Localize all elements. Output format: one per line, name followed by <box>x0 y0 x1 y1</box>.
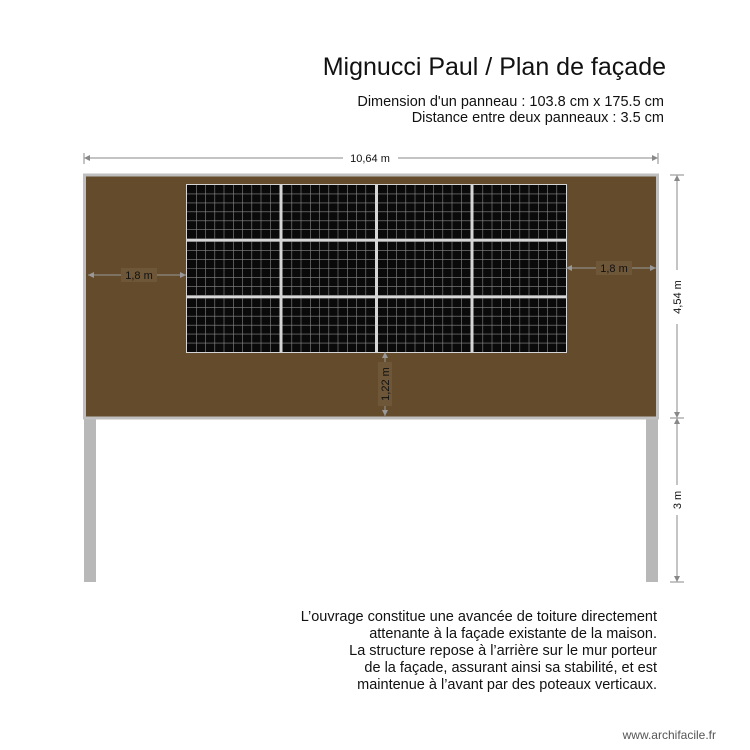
bottom-margin-label: 1,22 m <box>380 367 392 401</box>
solar-panel-array <box>186 184 567 353</box>
right-margin-label: 1,8 m <box>600 263 628 275</box>
solar-panel <box>378 185 471 239</box>
solar-panel <box>474 242 567 296</box>
right-post <box>646 418 658 582</box>
description-line: L’ouvrage constitue une avancée de toiture directement <box>300 609 657 625</box>
solar-panel <box>187 185 280 239</box>
description-line: maintenue à l’avant par des poteaux verticaux. <box>357 677 657 693</box>
solar-panel <box>283 185 376 239</box>
roof-height-label: 4,54 m <box>672 280 684 314</box>
panel-spacing-note: Distance entre deux panneaux : 3.5 cm <box>411 110 664 126</box>
solar-panel <box>187 298 280 352</box>
left-post <box>84 418 96 582</box>
description-line: attenante à la façade existante de la maison. <box>369 626 657 642</box>
solar-panel <box>283 298 376 352</box>
description-line: de la façade, assurant ainsi sa stabilité, et est <box>364 660 657 676</box>
post-height-label: 3 m <box>672 490 684 510</box>
left-margin-label: 1,8 m <box>125 270 153 282</box>
page-title: Mignucci Paul / Plan de façade <box>322 53 666 81</box>
solar-panel <box>187 242 280 296</box>
panel-dimension-note: Dimension d'un panneau : 103.8 cm x 175.5 cm <box>357 94 664 110</box>
solar-panel <box>474 185 567 239</box>
solar-panel <box>474 298 567 352</box>
solar-panel <box>378 298 471 352</box>
solar-panel <box>378 242 471 296</box>
solar-panel <box>283 242 376 296</box>
description-block <box>301 609 657 694</box>
total-width-label: 10,64 m <box>350 153 390 165</box>
description-line: La structure repose à l’arrière sur le mur porteur <box>349 643 657 659</box>
watermark: www.archifacile.fr <box>622 728 716 742</box>
